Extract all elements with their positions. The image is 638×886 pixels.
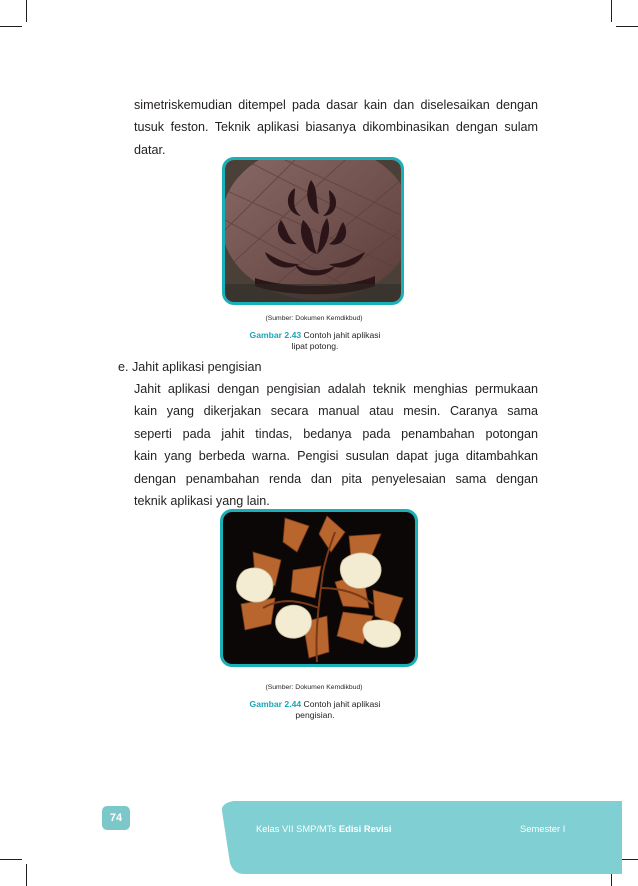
text-line: kain yang berbeda warna. Pengisi susulan dapat juga ditambahkan (134, 449, 538, 464)
section-heading: e. Jahit aplikasi pengisian (118, 360, 262, 374)
figure-photo-applique-fold-cut (222, 157, 404, 305)
fabric-applique-image (225, 160, 401, 302)
crop-mark (26, 0, 27, 22)
text-line: seperti pada jahit tindas, bedanya pada penambahan potongan (134, 426, 538, 441)
crop-mark (0, 26, 22, 27)
text-line: kain yang dikerjakan secara manual atau mesin. Caranya sama (134, 404, 538, 419)
footer-book-title (256, 823, 391, 834)
text-line: teknik aplikasi yang lain. (134, 494, 270, 509)
figure-caption (215, 330, 415, 352)
caption-text: lipat potong. (291, 341, 339, 351)
crop-mark (0, 859, 22, 860)
text-line: tusuk feston. Teknik aplikasi biasanya dikombinasikan dengan sulam (134, 120, 538, 135)
figure-source: (Sumber: Dokumen Kemdikbud) (265, 315, 363, 322)
text-line: datar. (134, 142, 166, 157)
text-line: Jahit aplikasi dengan pengisian adalah teknik menghias permukaan (134, 382, 538, 396)
footer-band (222, 801, 622, 874)
crop-mark (26, 864, 27, 886)
paragraph-continuation (134, 94, 538, 161)
text-line: simetriskemudian ditempel pada dasar kain dan diselesaikan dengan (134, 98, 538, 112)
footer-title-edition: Edisi Revisi (338, 823, 392, 834)
caption-number: Gambar 2.44 (249, 699, 302, 709)
crop-mark (616, 26, 638, 27)
crop-mark (611, 0, 612, 22)
leaf-applique-image (223, 512, 415, 664)
section-body (134, 378, 538, 512)
footer-title-text: Kelas VII SMP/MTs (256, 823, 339, 834)
figure-photo-applique-filling (220, 509, 418, 667)
figure-source: (Sumber: Dokumen Kemdikbud) (265, 684, 363, 691)
caption-text: pengisian. (295, 710, 335, 720)
caption-text: Contoh jahit aplikasi (303, 330, 381, 340)
figure-caption (215, 699, 415, 721)
text-line: dengan penambahan renda dan pita penyelesaian sama dengan (134, 471, 538, 486)
page-number: 74 (102, 806, 130, 830)
footer-semester: Semester I (520, 823, 566, 834)
caption-number: Gambar 2.43 (249, 330, 302, 340)
caption-text: Contoh jahit aplikasi (303, 699, 381, 709)
